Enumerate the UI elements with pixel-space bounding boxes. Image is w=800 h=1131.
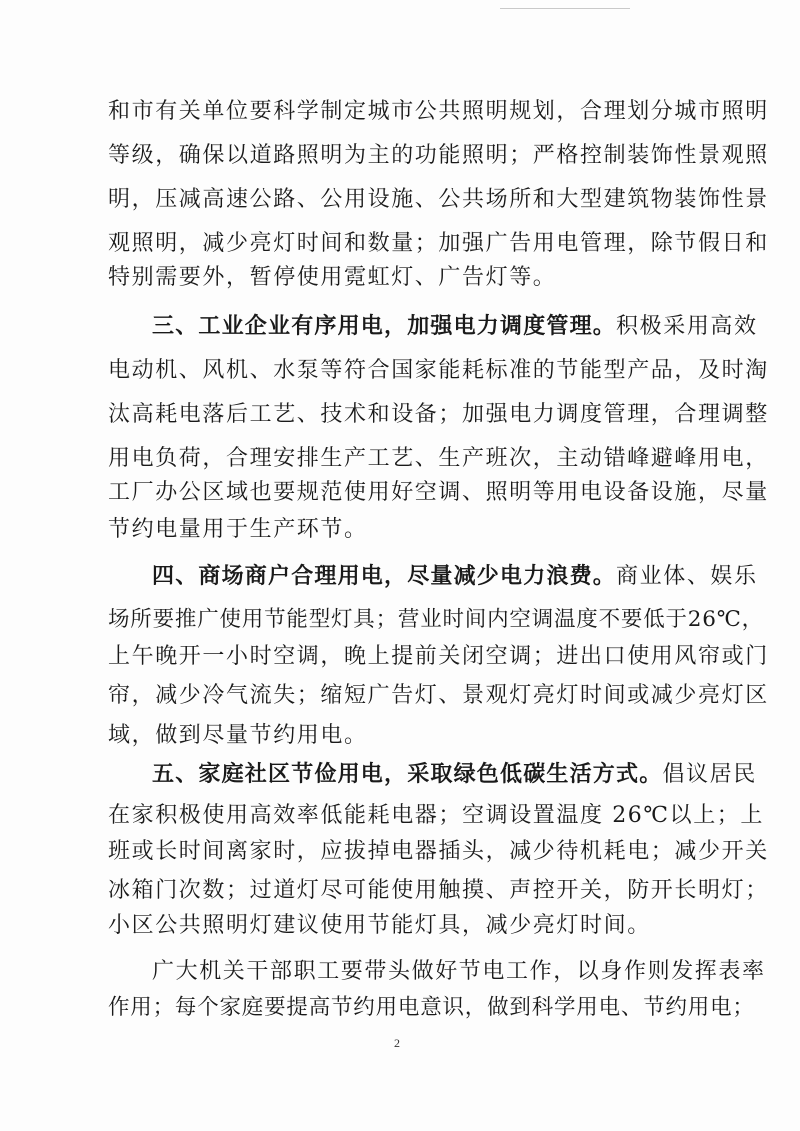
body-line: 小区公共照明灯建议使用节能灯具，减少亮灯时间。 (108, 913, 651, 938)
body-line: 用电负荷，合理安排生产工艺、生产班次，主动错峰避峰用电， (108, 446, 769, 471)
body-line: 等级，确保以道路照明为主的功能照明；严格控制装饰性景观照 (108, 143, 769, 168)
section-3-heading: 三、工业企业有序用电，加强电力调度管理。 (152, 314, 617, 339)
body-line: 场所要推广使用节能型灯具；营业时间内空调温度不要低于26℃， (108, 607, 764, 632)
page-number: 2 (394, 1036, 400, 1050)
section-4-first-line-text: 商业体、娱乐 (616, 564, 758, 589)
body-line: 明，压减高速公路、公用设施、公共场所和大型建筑物装饰性景 (108, 187, 769, 212)
closing-line: 广大机关干部职工要带头做好节电工作，以身作则发挥表率 (152, 959, 766, 984)
body-line: 上午晚开一小时空调，晚上提前关闭空调；进出口使用风帘或门 (108, 644, 769, 669)
body-line: 工厂办公区域也要规范使用好空调、照明等用电设备设施，尽量 (108, 480, 769, 505)
body-line: 电动机、风机、水泵等符合国家能耗标准的节能型产品，及时淘 (108, 358, 769, 383)
body-line: 观照明，减少亮灯时间和数量；加强广告用电管理，除节假日和 (108, 231, 769, 256)
body-line: 和市有关单位要科学制定城市公共照明规划，合理划分城市照明 (108, 99, 769, 124)
body-line: 班或长时间离家时，应拔掉电器插头，减少待机耗电；减少开关 (108, 839, 769, 864)
section-4-heading: 四、商场商户合理用电，尽量减少电力浪费。 (152, 564, 617, 589)
section-5-first-line (152, 760, 757, 790)
body-line: 帘，减少冷气流失；缩短广告灯、景观灯亮灯时间或减少亮灯区 (108, 683, 769, 708)
section-3-first-line-text: 积极采用高效 (616, 314, 758, 339)
section-4-first-line (152, 562, 758, 592)
section-5-heading: 五、家庭社区节俭用电，采取绿色低碳生活方式。 (152, 762, 663, 787)
section-5-first-line-text: 倡议居民 (662, 762, 757, 787)
body-line: 节约电量用于生产环节。 (108, 517, 368, 542)
body-line: 冰箱门次数；过道灯尽可能使用触摸、声控开关，防开长明灯； (108, 878, 769, 903)
body-line: 域，做到尽量节约用电。 (108, 723, 368, 748)
body-line: 特别需要外，暂停使用霓虹灯、广告灯等。 (108, 265, 557, 290)
body-line: 汰高耗电落后工艺、技术和设备；加强电力调度管理，合理调整 (108, 402, 769, 427)
section-3-first-line (152, 312, 758, 342)
closing-line: 作用；每个家庭要提高节约用电意识，做到科学用电、节约用电； (108, 995, 755, 1020)
scan-edge-mark (500, 8, 630, 9)
body-line: 在家积极使用高效率低能耗电器；空调设置温度 26℃以上；上 (108, 803, 764, 828)
